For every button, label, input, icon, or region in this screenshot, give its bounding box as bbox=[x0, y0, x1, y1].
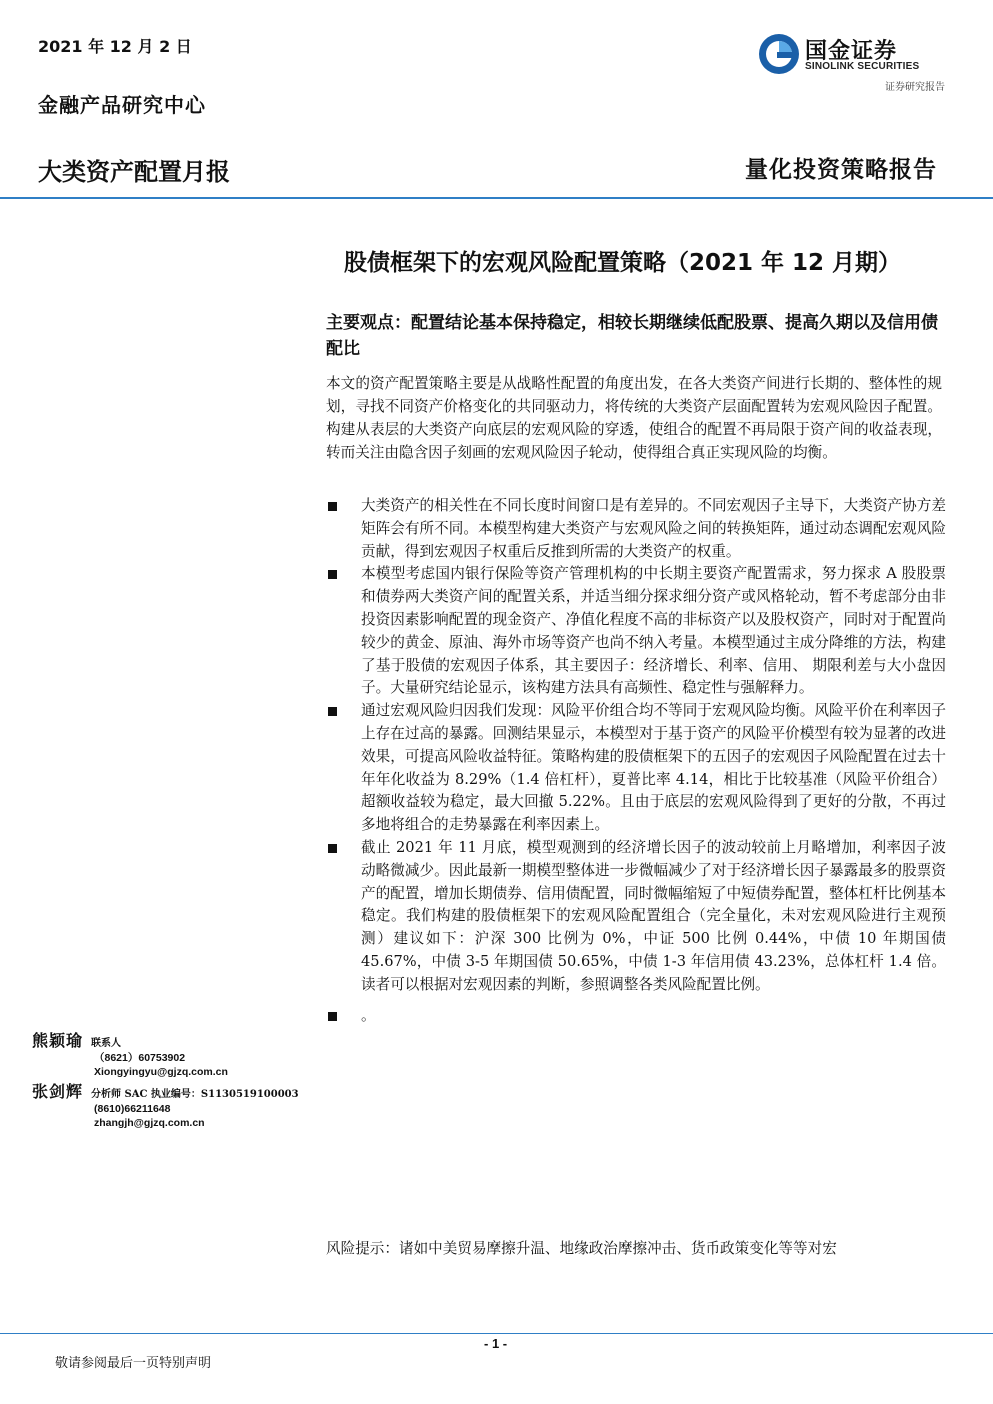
analyst-phone: （8621）60753902 bbox=[94, 1052, 186, 1064]
company-logo bbox=[757, 32, 947, 76]
list-item: 截止 2021 年 11 月底，模型观测到的经济增长因子的波动较前上月略增加，利率因子波动略微减少。因此最新一期模型整体进一步微幅减少了对于经济增长因子暴露最多的股票资产的配置，增加长期债券、信用债配置，同时微幅缩短了中短债券配置，整体杠杆比例基本稳定。我们构建的股债框架下的宏观风险配置组合（完全量化，未对宏观风险进行主观预测）建议如下：沪深 300 比例为 0%，中证 500 比例 0.44%，中债 10 年期国债 45.67%，中债 3-5 年期国债 50.65%，中债 1-3 年信用债 43.23%，总体杠杆 1.4 倍。读者可以根据对宏观因素的判断，参照调整各类风险配置比例。 bbox=[326, 837, 946, 997]
page-number: - 1 - bbox=[484, 1336, 508, 1351]
header-divider bbox=[0, 197, 993, 199]
logo-mark-icon bbox=[757, 32, 801, 76]
report-title: 股债框架下的宏观风险配置策略（2021 年 12 月期） bbox=[344, 250, 902, 276]
report-type: 大类资产配置月报 bbox=[38, 158, 230, 186]
bullet-square-icon bbox=[328, 570, 337, 579]
bullet-square-icon bbox=[328, 844, 337, 853]
list-item: 。 bbox=[326, 1005, 946, 1028]
analyst-name: 熊颖瑜 bbox=[32, 1031, 84, 1050]
analyst-entry bbox=[32, 1079, 312, 1130]
bullet-square-icon bbox=[328, 707, 337, 716]
logo-text-en: SINOLINK SECURITIES bbox=[805, 61, 920, 72]
list-item: 大类资产的相关性在不同长度时间窗口是有差异的。不同宏观因子主导下，大类资产协方差矩阵会有所不同。本模型构建大类资产与宏观风险之间的转换矩阵，通过动态调配宏观风险贡献，得到宏观因子权重后反推到所需的大类资产的权重。 bbox=[326, 495, 946, 563]
report-series: 量化投资策略报告 bbox=[745, 156, 937, 183]
analyst-role: 分析师 SAC 执业编号：S1130519100003 bbox=[91, 1089, 299, 1100]
analyst-entry bbox=[32, 1028, 312, 1079]
analyst-info bbox=[32, 1028, 312, 1130]
bullet-square-icon bbox=[328, 1012, 337, 1021]
bullet-list bbox=[326, 495, 946, 1027]
bullet-square-icon bbox=[328, 502, 337, 511]
key-points: 主要观点：配置结论基本保持稳定，相较长期继续低配股票、提高久期以及信用债配比 bbox=[326, 313, 938, 359]
analyst-email[interactable]: Xiongyingyu@gjzq.com.cn bbox=[94, 1066, 228, 1078]
analyst-email[interactable]: zhangjh@gjzq.com.cn bbox=[94, 1117, 205, 1129]
intro-paragraph: 本文的资产配置策略主要是从战略性配置的角度出发，在各大类资产间进行长期的、整体性的规划，寻找不同资产价格变化的共同驱动力，将传统的大类资产层面配置转为宏观风险因子配置。构建从表层的大类资产向底层的宏观风险的穿透，使组合的配置不再局限于资产间的收益表现，转而关注由隐含因子刻画的宏观风险因子轮动，使得组合真正实现风险的均衡。 bbox=[326, 375, 942, 461]
risk-warning: 风险提示：诸如中美贸易摩擦升温、地缘政治摩擦冲击、货币政策变化等等对宏 bbox=[326, 1240, 837, 1257]
list-item: 本模型考虑国内银行保险等资产管理机构的中长期主要资产配置需求，努力探求 A 股股票和债券两大类资产间的配置关系，并适当细分探求细分资产或风格轮动，暂不考虑部分由非投资因素影响配置的现金资产、净值化程度不高的非标资产以及股权资产，同时对于配置尚较少的黄金、原油、海外市场等资产也尚不纳入考量。本模型通过主成分降维的方法，构建了基于股债的宏观因子体系，其主要因子：经济增长、利率、信用、 期限利差与大小盘因子。大量研究结论显示，该构建方法具有高频性、稳定性与强解释力。 bbox=[326, 563, 946, 700]
footer-divider bbox=[0, 1333, 993, 1334]
research-center: 金融产品研究中心 bbox=[38, 93, 206, 117]
report-date: 2021 年 12 月 2 日 bbox=[38, 37, 192, 56]
logo-text-cn: 国金证券 bbox=[805, 39, 898, 64]
analyst-phone: (8610)66211648 bbox=[94, 1103, 171, 1115]
footer-disclaimer: 敬请参阅最后一页特别声明 bbox=[55, 1356, 212, 1371]
list-item: 通过宏观风险归因我们发现：风险平价组合均不等同于宏观风险均衡。风险平价在利率因子上存在过高的暴露。回测结果显示，本模型对于基于资产的风险平价模型有较为显著的改进效果，可提高风险收益特征。策略构建的股债框架下的五因子的宏观因子风险配置在过去十年年化收益为 8.29%（1.4 倍杠杆），夏普比率 4.14，相比于比较基准（风险平价组合）超额收益较为稳定，最大回撤 5.22%。且由于底层的宏观风险得到了更好的分散，不再过多地将组合的走势暴露在利率因素上。 bbox=[326, 700, 946, 837]
analyst-role: 联系人 bbox=[91, 1038, 122, 1049]
analyst-name: 张剑辉 bbox=[32, 1082, 84, 1101]
report-category: 证券研究报告 bbox=[885, 82, 945, 93]
